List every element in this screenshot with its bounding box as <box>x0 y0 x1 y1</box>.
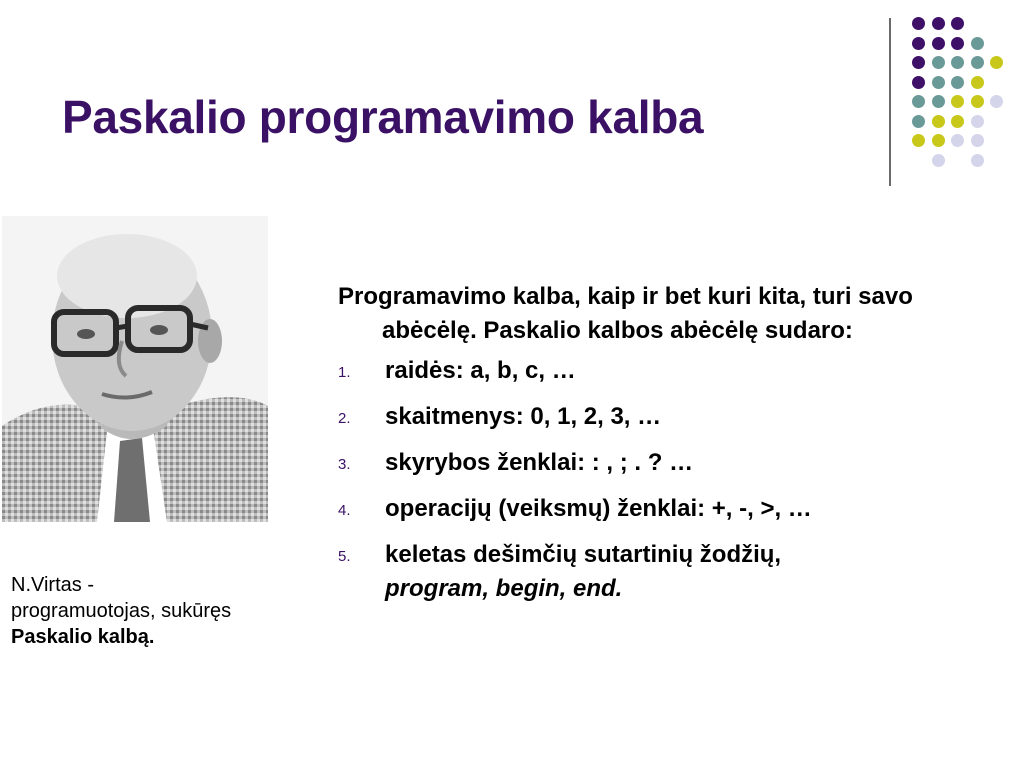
portrait-photo <box>2 216 268 522</box>
list-number: 1. <box>338 364 351 381</box>
decorative-dot-grid <box>0 0 1024 200</box>
decor-dot <box>912 37 925 50</box>
decor-dot <box>951 37 964 50</box>
list-item-text: skaitmenys: 0, 1, 2, 3, … <box>385 403 662 430</box>
decor-dot <box>932 37 945 50</box>
decor-dot <box>971 76 984 89</box>
decor-dot <box>932 154 945 167</box>
decor-dot <box>912 56 925 69</box>
decor-dot <box>932 56 945 69</box>
decor-dot <box>990 56 1003 69</box>
list-item-text: raidės: a, b, c, … <box>385 357 576 384</box>
photo-caption <box>11 572 241 650</box>
decor-dot <box>912 115 925 128</box>
slide-title: Paskalio programavimo kalba <box>62 91 704 143</box>
caption-bold-text: Paskalio kalbą. <box>11 626 155 648</box>
decor-dot <box>912 17 925 30</box>
decor-dot <box>971 95 984 108</box>
decor-dot <box>951 76 964 89</box>
decor-dot <box>971 37 984 50</box>
decor-dot <box>951 115 964 128</box>
list-item-text: operacijų (veiksmų) ženklai: +, -, >, … <box>385 495 812 522</box>
alphabet-list <box>338 354 978 606</box>
list-number: 4. <box>338 502 351 519</box>
list-number: 2. <box>338 410 351 427</box>
decor-dot <box>912 134 925 147</box>
portrait-illustration <box>2 216 268 522</box>
list-number: 3. <box>338 456 351 473</box>
list-number: 5. <box>338 548 351 565</box>
keyword-examples: program, begin, end. <box>385 575 623 602</box>
decor-dot <box>990 95 1003 108</box>
list-item-text: keletas dešimčių sutartinių žodžių, <box>385 541 782 568</box>
decor-dot <box>932 115 945 128</box>
list-item-text: skyrybos ženklai: : , ; . ? … <box>385 449 694 476</box>
caption-text: N.Virtas - programuotojas, sukūręs <box>11 574 232 622</box>
decor-dot <box>932 134 945 147</box>
decor-dot <box>971 115 984 128</box>
decor-dot <box>951 17 964 30</box>
decor-dot <box>971 154 984 167</box>
decor-dot <box>912 76 925 89</box>
decor-dot <box>971 56 984 69</box>
list-item <box>338 400 978 434</box>
list-item <box>338 538 978 606</box>
decor-dot <box>932 76 945 89</box>
slide-body <box>338 280 978 618</box>
decor-dot <box>932 95 945 108</box>
list-item <box>338 446 978 480</box>
list-item <box>338 492 978 526</box>
decor-dot <box>971 134 984 147</box>
list-item <box>338 354 978 388</box>
decor-dot <box>951 134 964 147</box>
decor-dot <box>951 56 964 69</box>
decor-dot <box>912 95 925 108</box>
decor-dot <box>951 95 964 108</box>
decor-dot <box>932 17 945 30</box>
intro-paragraph: Programavimo kalba, kaip ir bet kuri kita, turi savo abėcėlę. Paskalio kalbos abėcėlę sudaro: <box>338 283 913 344</box>
